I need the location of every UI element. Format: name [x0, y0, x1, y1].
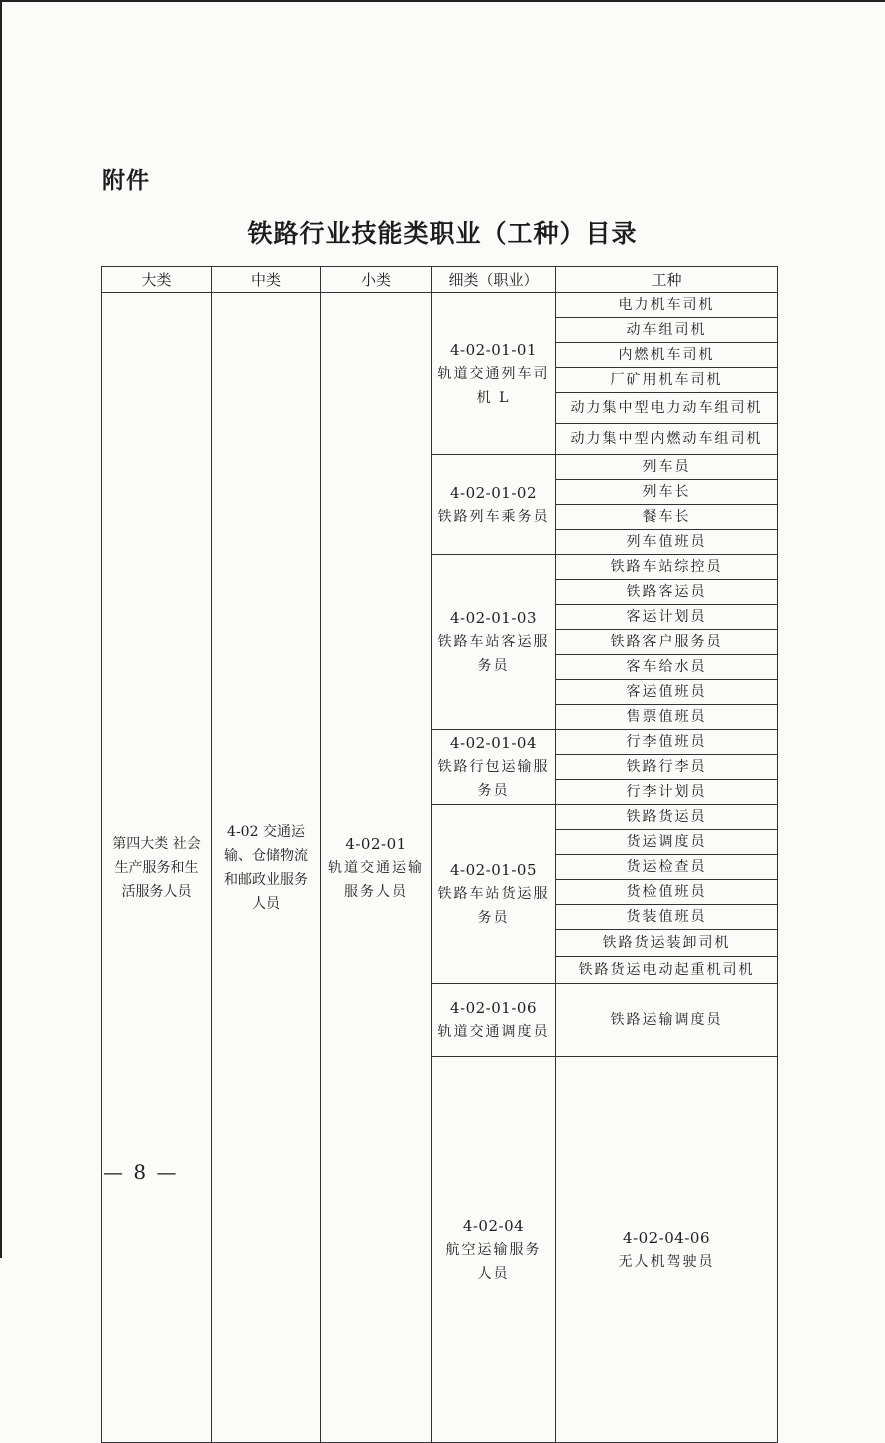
header-mid: 中类: [212, 267, 321, 293]
occupation-name: 铁路列车乘务员: [437, 508, 550, 525]
work-type-cell: 动力集中型内燃动车组司机: [556, 424, 778, 455]
minor-code: 4-02-04: [462, 1216, 525, 1235]
occupation-catalog-table: [101, 266, 778, 1443]
occupation-code: 4-02-01-06: [449, 999, 537, 1017]
table-header-row: [102, 267, 778, 293]
header-occupation: 细类（职业）: [432, 267, 556, 293]
work-type-cell: 售票值班员: [556, 705, 778, 730]
occupation-name: 轨道交通调度员: [437, 1024, 550, 1040]
occupation-cell: [432, 730, 556, 805]
work-type-cell: 客车给水员: [556, 655, 778, 680]
occupation-code: 4-02-01-05: [449, 861, 537, 879]
header-work-type: 工种: [556, 267, 778, 293]
occupation-cell: [432, 555, 556, 730]
work-type-cell: 铁路行李员: [556, 755, 778, 780]
work-type-cell: 货检值班员: [556, 880, 778, 905]
work-type-cell: 行李计划员: [556, 780, 778, 805]
occupation-code: 4-02-01-04: [449, 734, 537, 752]
work-type-cell: 行李值班员: [556, 730, 778, 755]
mid-category-cell: 4-02 交通运输、仓储物流和邮政业服务人员: [212, 293, 321, 1443]
occupation-cell: [432, 293, 556, 455]
work-type-cell: 客运计划员: [556, 605, 778, 630]
minor-name: 航空运输服务人员: [445, 1241, 542, 1282]
work-type-cell: 动车组司机: [556, 318, 778, 343]
occupation-cell: [556, 1057, 778, 1443]
occupation-cell: [432, 984, 556, 1057]
minor-category-cell: [321, 293, 432, 1443]
work-type-cell: 货装值班员: [556, 905, 778, 930]
work-type-cell: 铁路运输调度员: [556, 984, 778, 1057]
document-title: 铁路行业技能类职业（工种）目录: [247, 219, 638, 248]
occupation-name: 铁路行包运输服务员: [437, 759, 550, 799]
page-left-edge: [0, 0, 2, 1258]
work-type-cell: 列车长: [556, 480, 778, 505]
work-type-cell: 列车值班员: [556, 530, 778, 555]
minor-category-cell: [432, 1057, 556, 1443]
work-type-cell: 铁路货运装卸司机: [556, 930, 778, 957]
work-type-cell: 客运值班员: [556, 680, 778, 705]
work-type-cell: 动力集中型电力动车组司机: [556, 393, 778, 424]
work-type-cell: 铁路货运员: [556, 805, 778, 830]
work-type-cell: 货运检查员: [556, 855, 778, 880]
work-type-cell: 餐车长: [556, 505, 778, 530]
major-category-cell: 第四大类 社会生产服务和生活服务人员: [102, 293, 212, 1443]
work-type-cell: 铁路车站综控员: [556, 555, 778, 580]
page-top-edge: [0, 0, 885, 2]
occupation-name: 铁路车站客运服务员: [437, 634, 550, 674]
minor-code: 4-02-01: [345, 834, 407, 853]
occupation-code: 4-02-01-02: [449, 483, 537, 502]
occupation-cell: [432, 805, 556, 984]
header-minor: 小类: [321, 267, 432, 293]
work-type-cell: 铁路客运员: [556, 580, 778, 605]
work-type-cell: 内燃机车司机: [556, 343, 778, 368]
page-number: — 8 —: [103, 1160, 179, 1184]
table-row: [102, 293, 778, 318]
work-type-cell: 铁路客户服务员: [556, 630, 778, 655]
work-type-cell: 厂矿用机车司机: [556, 368, 778, 393]
work-type-cell: 电力机车司机: [556, 293, 778, 318]
occupation-code: 4-02-01-01: [449, 340, 537, 359]
work-type-cell: 列车员: [556, 455, 778, 480]
minor-name: 轨道交通运输服务人员: [328, 859, 424, 900]
occupation-name: 铁路车站货运服务员: [437, 886, 550, 926]
occupation-name: 轨道交通列车司机 L: [437, 365, 550, 406]
work-type-cell: 货运调度员: [556, 830, 778, 855]
occupation-code: 4-02-04-06: [622, 1228, 710, 1247]
header-major: 大类: [102, 267, 212, 293]
occupation-code: 4-02-01-03: [449, 609, 537, 627]
work-type-cell: 铁路货运电动起重机司机: [556, 957, 778, 984]
occupation-name: 无人机驾驶员: [618, 1253, 715, 1270]
occupation-cell: [432, 455, 556, 555]
attachment-label: 附件: [102, 168, 150, 194]
